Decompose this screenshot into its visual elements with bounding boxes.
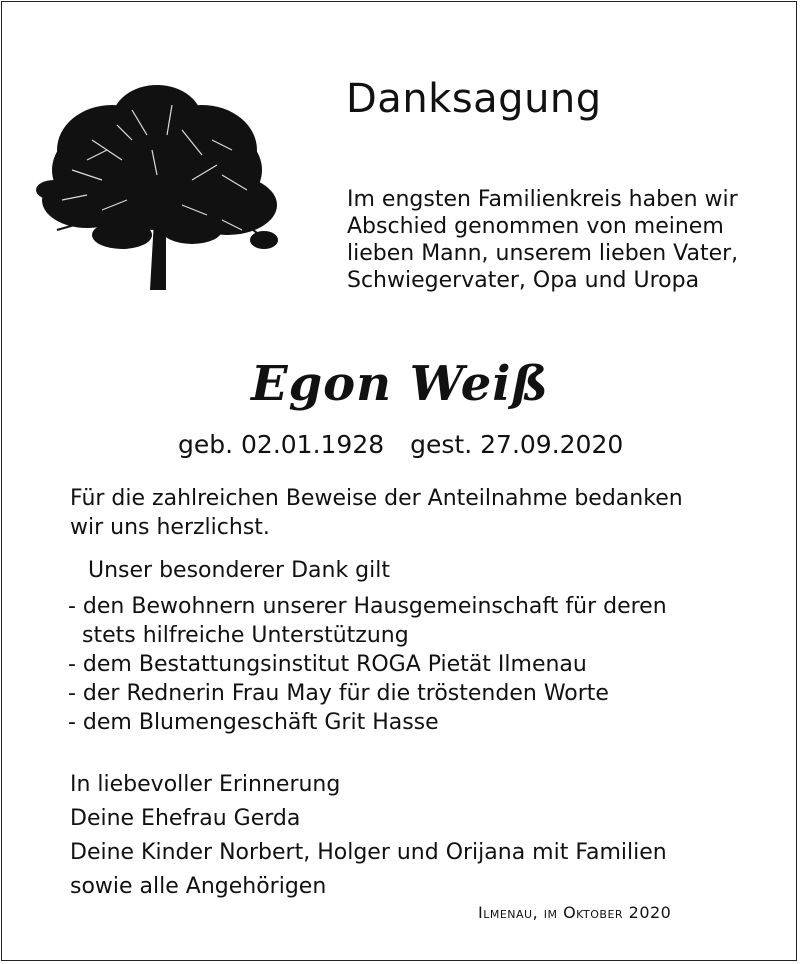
special-thanks-heading: Unser besonderer Dank gilt <box>88 558 390 583</box>
list-item: stets hilfreiche Unterstützung <box>68 623 409 648</box>
tree-icon <box>32 80 282 290</box>
signoff <box>70 770 667 906</box>
death-date: gest. 27.09.2020 <box>410 430 624 459</box>
life-dates <box>178 430 623 459</box>
birth-date: geb. 02.01.1928 <box>178 430 385 459</box>
intro-line: Im engsten Familienkreis haben wir <box>347 187 738 212</box>
place-date: Ilmenau, im Oktober 2020 <box>478 903 672 922</box>
deceased-name: Egon Weiß <box>250 356 549 412</box>
signoff-line: sowie alle Angehörigen <box>70 874 327 899</box>
intro-line: Abschied genommen von meinem <box>347 214 724 239</box>
intro-line: lieben Mann, unserem lieben Vater, <box>347 241 739 266</box>
thanks-line: wir uns herzlichst. <box>70 515 270 540</box>
page-title: Danksagung <box>346 76 602 122</box>
thanks-line: Für die zahlreichen Beweise der Anteilnahme bedanken <box>70 486 683 511</box>
list-item: - der Rednerin Frau May für die tröstenden Worte <box>68 681 609 706</box>
list-item: - dem Bestattungsinstitut ROGA Pietät Ilmenau <box>68 652 587 677</box>
list-item: - dem Blumengeschäft Grit Hasse <box>68 710 439 735</box>
intro-line: Schwiegervater, Opa und Uropa <box>347 268 700 293</box>
signoff-line: Deine Ehefrau Gerda <box>70 806 301 831</box>
list-item: - den Bewohnern unserer Hausgemeinschaft für deren <box>68 594 667 619</box>
intro-text <box>347 186 738 294</box>
thanks-paragraph <box>70 484 683 542</box>
signoff-line: In liebevoller Erinnerung <box>70 772 341 797</box>
signoff-line: Deine Kinder Norbert, Holger und Orijana mit Familien <box>70 840 667 865</box>
thanks-list <box>68 592 667 737</box>
